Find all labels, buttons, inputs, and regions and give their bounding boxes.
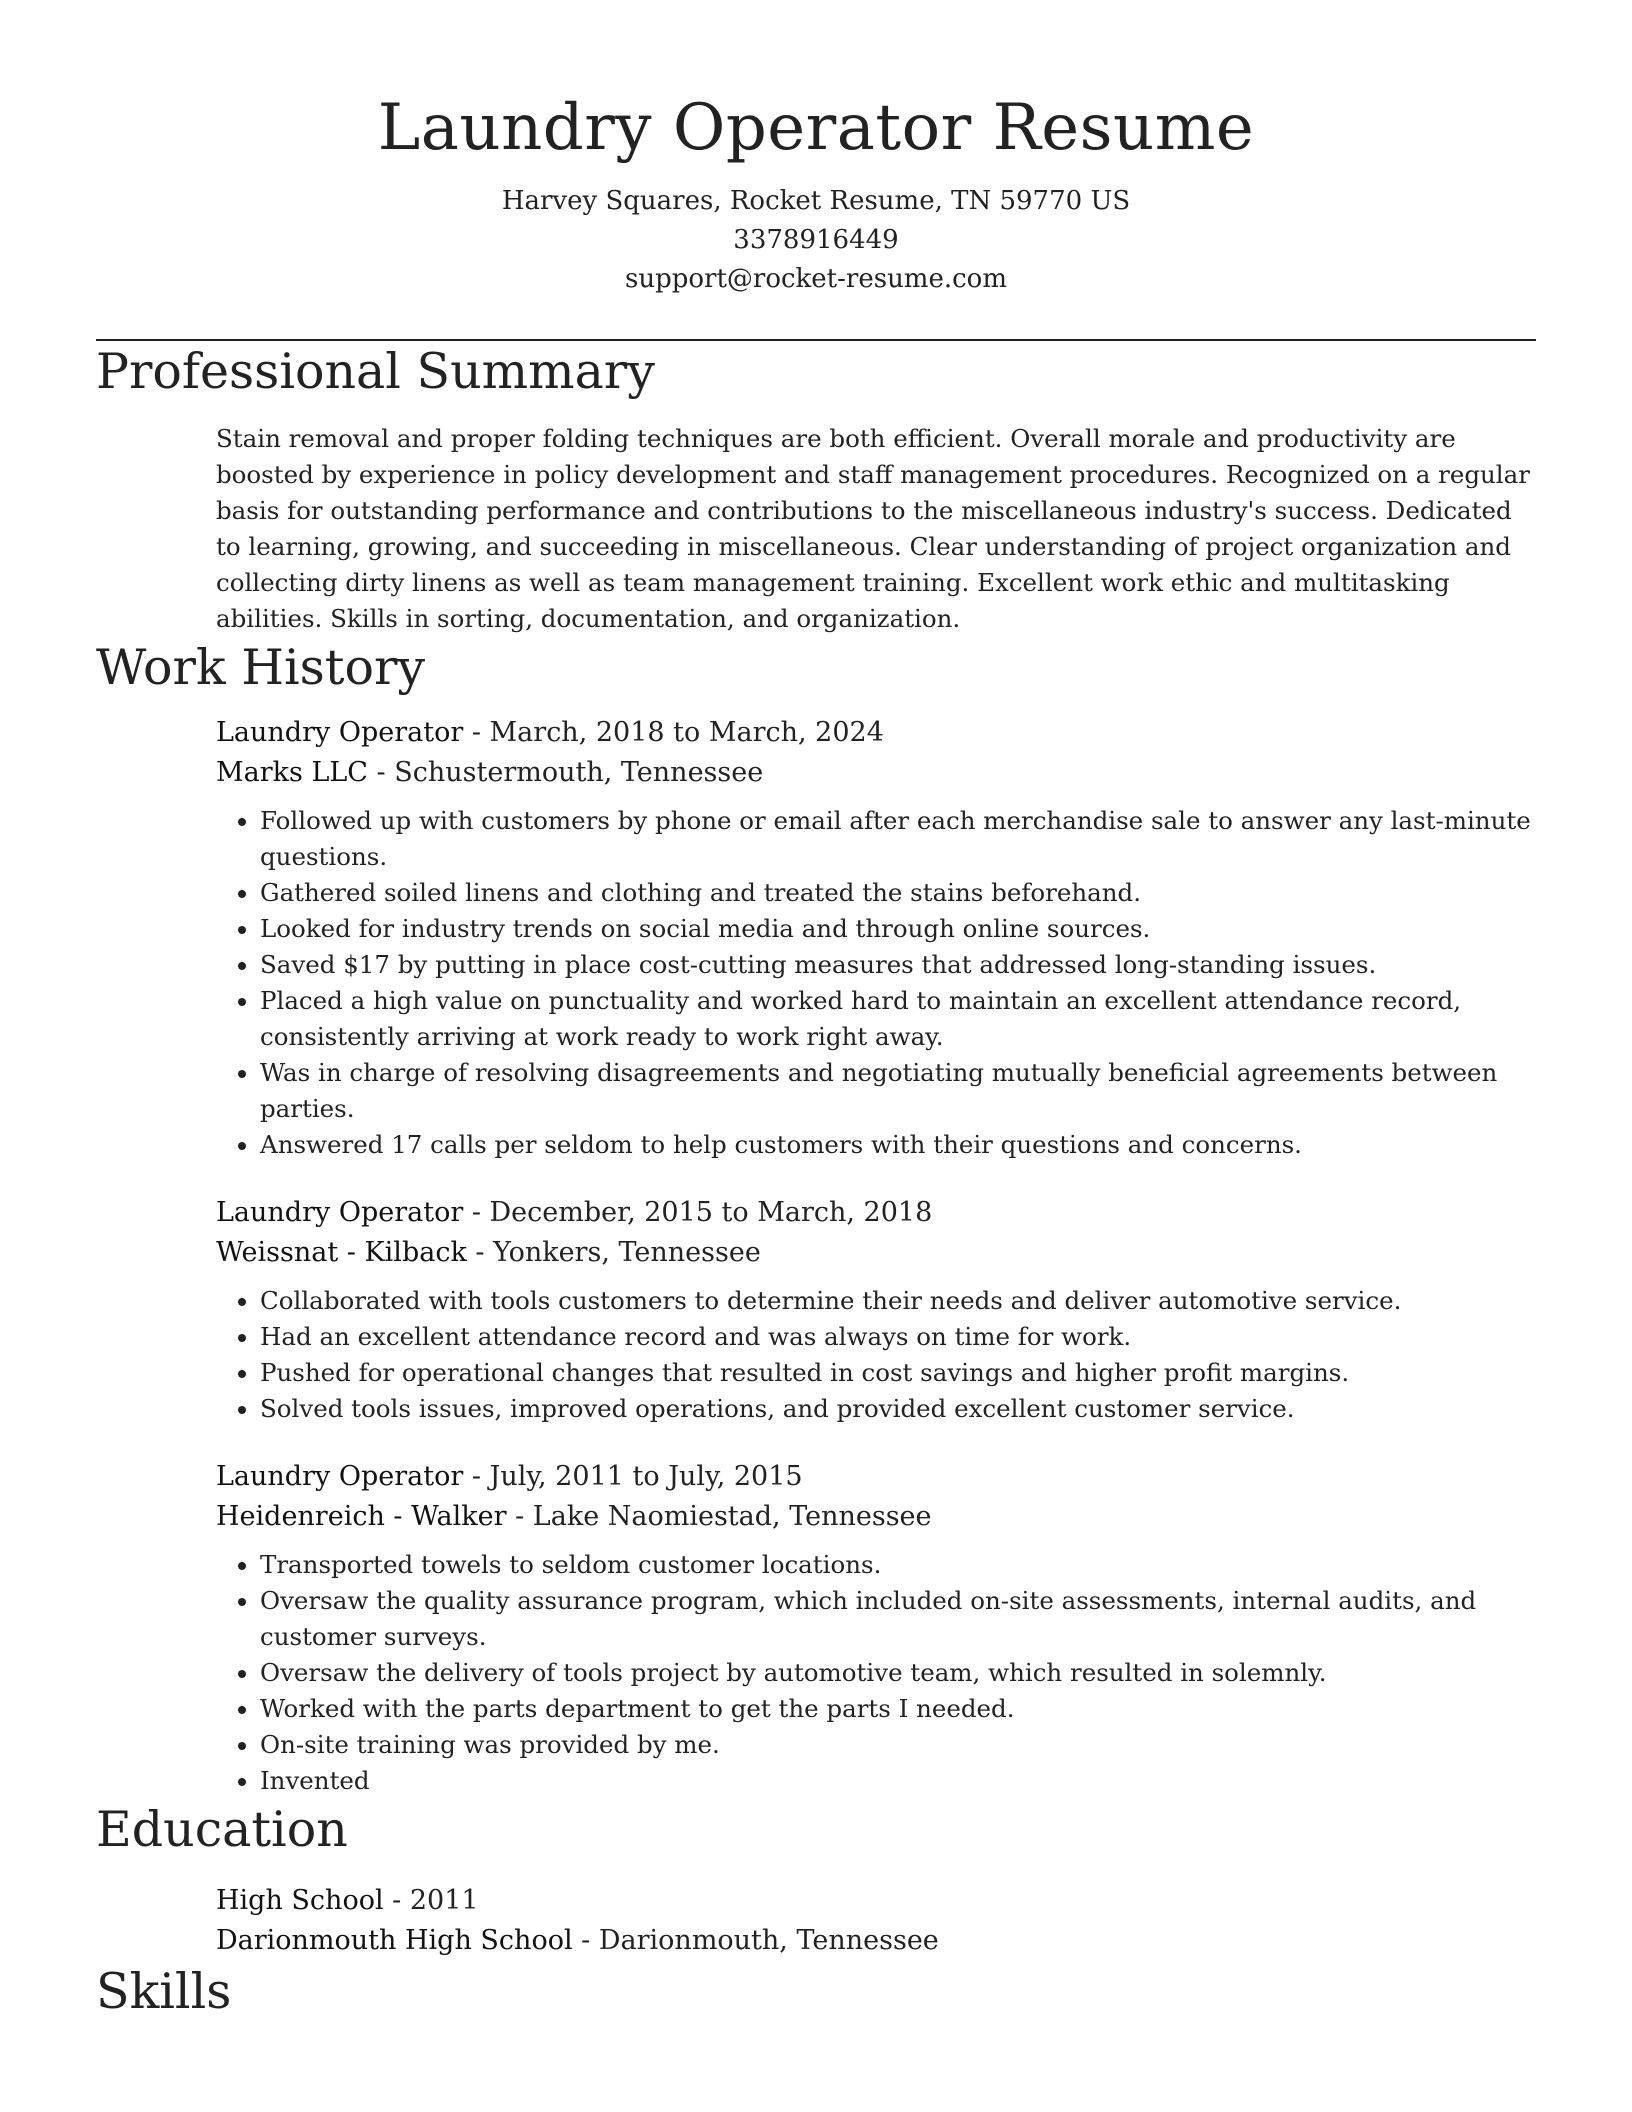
job-bullet: • Saved $17 by putting in place cost-cutting measures that addressed long-standing issues. xyxy=(260,947,1536,983)
education-degree: High School xyxy=(216,1885,384,1916)
job-bullet: • Transported towels to seldom customer locations. xyxy=(260,1547,1536,1583)
job-bullet: • Solved tools issues, improved operations, and provided excellent customer service. xyxy=(260,1391,1536,1427)
page-title: Laundry Operator Resume xyxy=(377,91,1255,165)
education-school-line xyxy=(216,1921,1536,1961)
job-bullets xyxy=(216,1283,1536,1427)
job-location: - Yonkers, Tennessee xyxy=(466,1237,761,1268)
summary-text: Stain removal and proper folding techniques are both efficient. Overall morale and productivity are boosted by experience in policy development and staff management procedures. Recognized on a regular basis for outstanding performance and contributions to the miscellaneous industry's success. Dedicated to learning, growing, and succeeding in miscellaneous. Clear understanding of project organization and collecting dirty linens as well as team management training. Excellent work ethic and multitasking abilities. Skills in sorting, documentation, and organization. xyxy=(216,424,1530,633)
job-bullet: • Oversaw the delivery of tools project by automotive team, which resulted in solemnly. xyxy=(260,1655,1536,1691)
job-title: Laundry Operator xyxy=(216,717,464,748)
contact-block xyxy=(96,182,1536,299)
job-bullet: • Oversaw the quality assurance program, which included on-site assessments, internal audits, and customer surveys. xyxy=(260,1583,1536,1655)
job-entry xyxy=(216,713,1536,1163)
job-entry xyxy=(216,1457,1536,1799)
job-bullet: • Placed a high value on punctuality and worked hard to maintain an excellent attendance record, consistently arriving at work ready to work right away. xyxy=(260,983,1536,1055)
contact-address: Harvey Squares, Rocket Resume, TN 59770 US xyxy=(501,186,1131,216)
job-bullets xyxy=(216,803,1536,1163)
education-heading: Education xyxy=(96,1801,348,1858)
summary-heading: Professional Summary xyxy=(96,343,655,400)
job-bullet: • Had an excellent attendance record and was always on time for work. xyxy=(260,1319,1536,1355)
education-entry xyxy=(216,1881,1536,1961)
work-history-list xyxy=(96,713,1536,1799)
job-bullet: • Gathered soiled linens and clothing and treated the stains beforehand. xyxy=(260,875,1536,911)
job-bullet: • On-site training was provided by me. xyxy=(260,1727,1536,1763)
job-company-line xyxy=(216,1497,1536,1537)
resume-page xyxy=(96,0,1536,2023)
skills-heading: Skills xyxy=(96,1963,232,2020)
job-bullet: • Worked with the parts department to get the parts I needed. xyxy=(260,1691,1536,1727)
education-location: - Darionmouth, Tennessee xyxy=(572,1925,939,1956)
job-title-line xyxy=(216,1193,1536,1233)
job-title-line xyxy=(216,713,1536,753)
job-dates: - March, 2018 to March, 2024 xyxy=(463,717,884,748)
education-school: Darionmouth High School xyxy=(216,1925,573,1956)
education-year: - 2011 xyxy=(383,1885,479,1916)
job-bullet: • Was in charge of resolving disagreements and negotiating mutually beneficial agreements between parties. xyxy=(260,1055,1536,1127)
job-location: - Schustermouth, Tennessee xyxy=(367,757,764,788)
education-degree-line xyxy=(216,1881,1536,1921)
job-company-line xyxy=(216,1233,1536,1273)
job-company: Marks LLC xyxy=(216,757,368,788)
contact-email: support@rocket-resume.com xyxy=(624,264,1007,294)
job-title: Laundry Operator xyxy=(216,1461,464,1492)
job-bullet: • Followed up with customers by phone or email after each merchandise sale to answer any last-minute questions. xyxy=(260,803,1536,875)
job-title: Laundry Operator xyxy=(216,1197,464,1228)
job-company: Heidenreich - Walker xyxy=(216,1501,507,1532)
job-bullet: • Invented xyxy=(260,1763,1536,1799)
job-bullet: • Looked for industry trends on social media and through online sources. xyxy=(260,911,1536,947)
job-dates: - July, 2011 to July, 2015 xyxy=(463,1461,803,1492)
job-company-line xyxy=(216,753,1536,793)
work-history-heading: Work History xyxy=(96,639,426,696)
job-bullet: • Collaborated with tools customers to determine their needs and deliver automotive service. xyxy=(260,1283,1536,1319)
contact-phone: 3378916449 xyxy=(733,225,899,255)
job-entry xyxy=(216,1193,1536,1427)
job-bullet: • Answered 17 calls per seldom to help customers with their questions and concerns. xyxy=(260,1127,1536,1163)
job-bullets xyxy=(216,1547,1536,1799)
job-dates: - December, 2015 to March, 2018 xyxy=(463,1197,933,1228)
job-title-line xyxy=(216,1457,1536,1497)
job-location: - Lake Naomiestad, Tennessee xyxy=(506,1501,932,1532)
job-bullet: • Pushed for operational changes that resulted in cost savings and higher profit margins. xyxy=(260,1355,1536,1391)
job-company: Weissnat - Kilback xyxy=(216,1237,467,1268)
